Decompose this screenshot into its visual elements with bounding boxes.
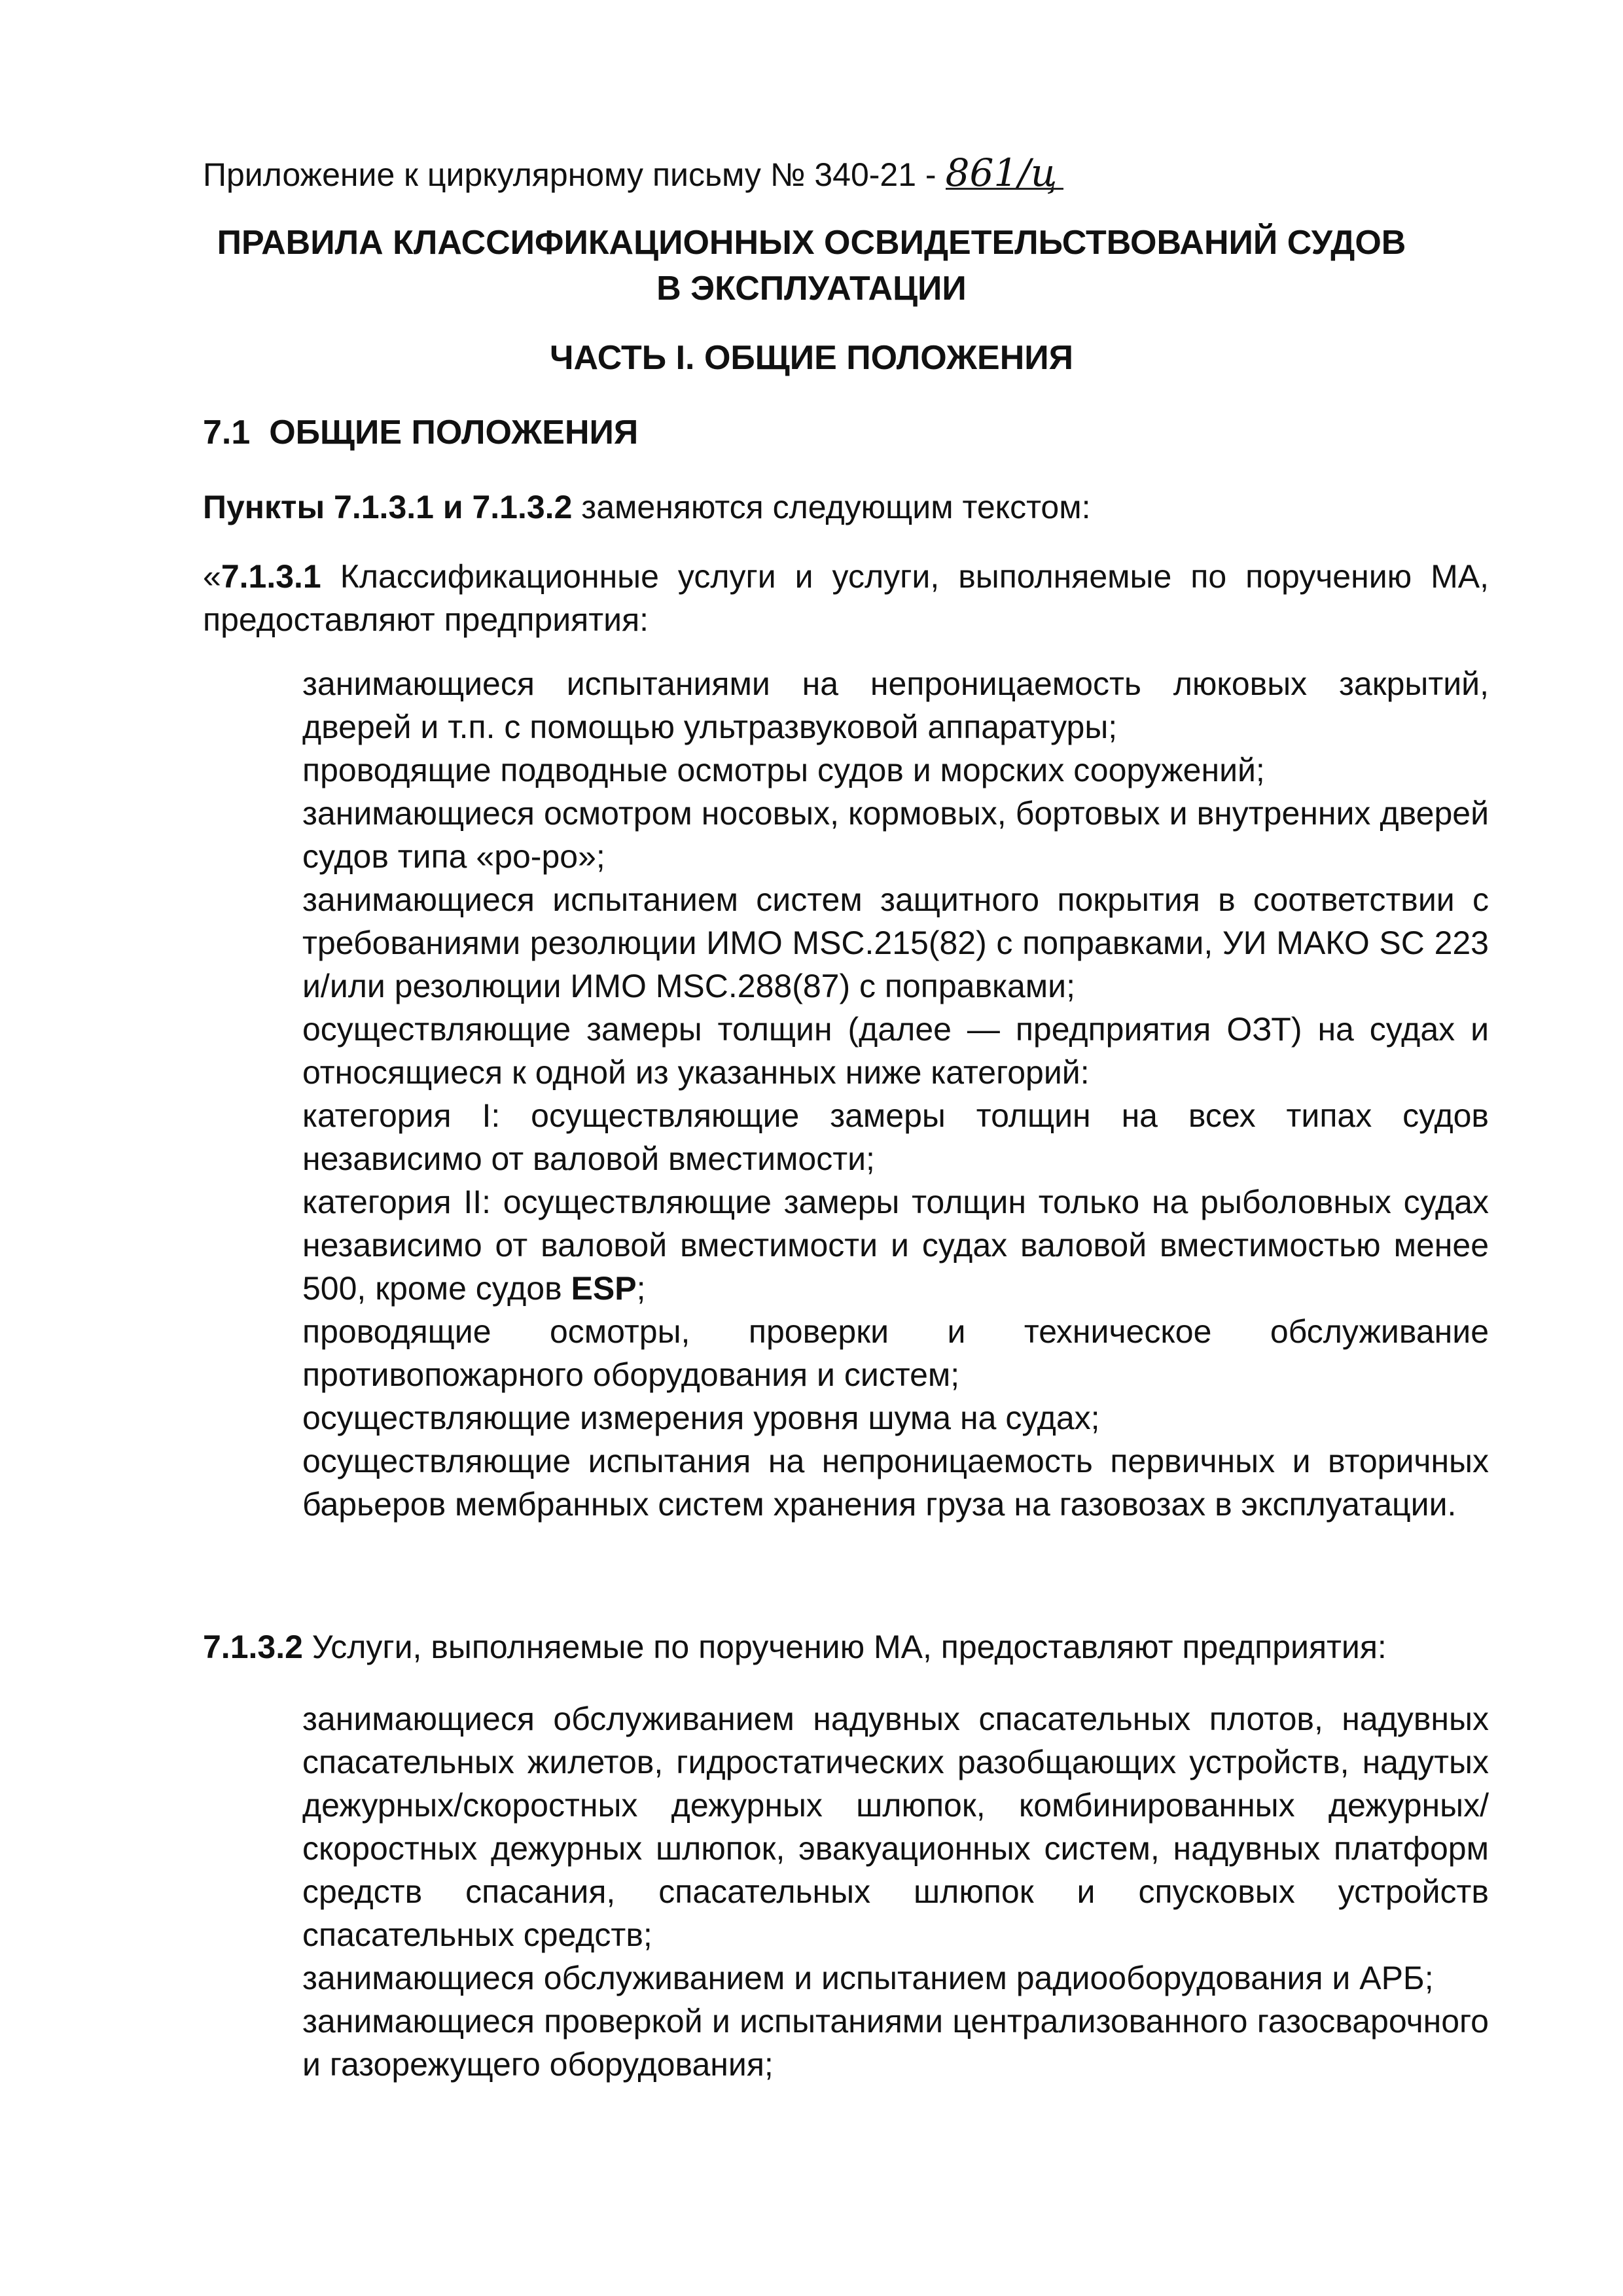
- document-title: [0, 220, 1623, 311]
- appendix-header: [203, 152, 1057, 196]
- list-item: осуществляющие измерения уровня шума на судах;: [302, 1400, 1100, 1436]
- list-item: категория I: осуществляющие замеры толщин на всех типах судов независимо от валовой вместимости;: [302, 1097, 1489, 1177]
- list-item: проводящие подводные осмотры судов и морских сооружений;: [302, 752, 1265, 788]
- paragraph-number: 7.1.3.2: [203, 1629, 303, 1665]
- list-item-esp: [302, 1180, 1489, 1310]
- section-heading: [203, 410, 638, 455]
- list-item-text: категория II: осуществляющие замеры толщин только на рыболовных судах независимо от валовой вместимости и судах валовой вместимостью менее 500, кроме судов: [302, 1184, 1489, 1307]
- appendix-header-text: Приложение к циркулярному письму № 340-21 -: [203, 156, 936, 193]
- list-7-1-3-2: [302, 1697, 1489, 2086]
- part-title: ЧАСТЬ I. ОБЩИЕ ПОЛОЖЕНИЯ: [549, 339, 1074, 377]
- list-7-1-3-1: [302, 662, 1489, 1526]
- intro-paragraph: [203, 484, 1090, 530]
- paragraph-text: Классификационные услуги и услуги, выполняемые по поручению МА, предоставляют предприятия:: [203, 558, 1489, 638]
- title-line-2: В ЭКСПЛУАТАЦИИ: [656, 270, 967, 308]
- paragraph-number: 7.1.3.1: [221, 558, 321, 595]
- list-item: осуществляющие замеры толщин (далее — предприятия ОЗТ) на судах и относящиеся к одной из указанных ниже категорий:: [302, 1011, 1489, 1091]
- paragraph-text: Услуги, выполняемые по поручению МА, предоставляют предприятия:: [302, 1629, 1387, 1665]
- handwritten-letter-number: 861/ц: [945, 150, 1058, 195]
- quote-mark: «: [203, 558, 221, 595]
- list-item: занимающиеся испытанием систем защитного покрытия в соответствии с требованиями резолюции ИМО MSC.215(82) с поправками, УИ МАКО SC 223 и/или резолюции ИМО MSC.288(87) с поправками;: [302, 881, 1489, 1004]
- list-item: занимающиеся осмотром носовых, кормовых, бортовых и внутренних дверей судов типа «ро-ро»;: [302, 795, 1489, 875]
- paragraph-7-1-3-2: [203, 1625, 1489, 1669]
- list-item: занимающиеся проверкой и испытаниями централизованного газосварочного и газорежущего оборудования;: [302, 2003, 1489, 2083]
- title-line-1: ПРАВИЛА КЛАССИФИКАЦИОННЫХ ОСВИДЕТЕЛЬСТВОВАНИЙ СУДОВ: [217, 224, 1406, 262]
- intro-bold: Пункты 7.1.3.1 и 7.1.3.2: [203, 489, 573, 525]
- paragraph-7-1-3-1: [203, 555, 1489, 641]
- list-item: занимающиеся обслуживанием и испытанием радиооборудования и АРБ;: [302, 1960, 1434, 1996]
- section-title: ОБЩИЕ ПОЛОЖЕНИЯ: [269, 414, 639, 451]
- esp-tail: ;: [636, 1270, 646, 1307]
- intro-rest: заменяются следующим текстом:: [572, 489, 1091, 525]
- list-item: осуществляющие испытания на непроницаемость первичных и вторичных барьеров мембранных систем хранения груза на газовозах в эксплуатации.: [302, 1443, 1489, 1523]
- list-item: проводящие осмотры, проверки и техническое обслуживание противопожарного оборудования и систем;: [302, 1313, 1489, 1393]
- esp-bold: ESP: [571, 1270, 637, 1307]
- list-item: занимающиеся испытаниями на непроницаемость люковых закрытий, дверей и т.п. с помощью ультразвуковой аппаратуры;: [302, 665, 1489, 745]
- list-item: занимающиеся обслуживанием надувных спасательных плотов, надувных спасательных жилетов, гидростатических разобщающих устройств, надутых дежурных/скоростных дежурных шлюпок, комбинированных дежурных/скоростных дежурных шлюпок, эвакуационных систем, надувных платформ средств спасания, спасательных шлюпок и спусковых устройств спасательных средств;: [302, 1701, 1489, 1953]
- section-number: 7.1: [203, 414, 251, 451]
